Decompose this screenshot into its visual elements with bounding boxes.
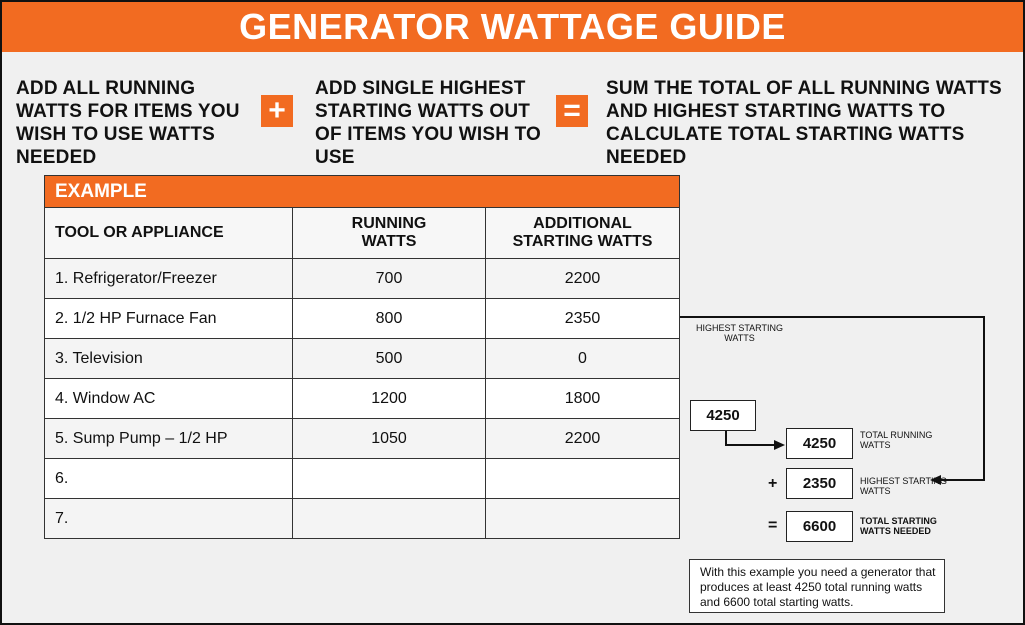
running-watts: 800: [293, 299, 486, 339]
total-running-box: 4250: [786, 428, 853, 459]
appliance-name: 2. 1/2 HP Furnace Fan: [45, 299, 293, 339]
highest-starting-label: HIGHEST STARTING WATTS: [860, 476, 948, 496]
total-starting-label: TOTAL STARTING WATTS NEEDED: [860, 516, 937, 536]
running-watts: 1050: [293, 419, 486, 459]
starting-watts: 2200: [486, 419, 680, 459]
appliance-name: 4. Window AC: [45, 379, 293, 419]
column-header: ADDITIONAL STARTING WATTS: [486, 208, 680, 259]
equals-sign: =: [768, 517, 778, 534]
starting-watts: 1800: [486, 379, 680, 419]
starting-watts: 0: [486, 339, 680, 379]
appliance-name: 1. Refrigerator/Freezer: [45, 259, 293, 299]
step-sum-total: SUM THE TOTAL OF ALL RUNNING WATTS AND HIGHEST STARTING WATTS TO CALCULATE TOTAL STARTING WATTS NEEDED: [606, 78, 1002, 168]
total-running-label: TOTAL RUNNING WATTS: [860, 430, 933, 450]
highest-starting-caption: HIGHEST STARTING WATTS: [695, 323, 783, 343]
running-watts: 500: [293, 339, 486, 379]
running-sum-box: 4250: [690, 400, 756, 431]
step-highest-starting: ADD SINGLE HIGHEST STARTING WATTS OUT OF ITEMS YOU WISH TO USE: [315, 78, 542, 168]
appliance-name: 5. Sump Pump – 1/2 HP: [45, 419, 293, 459]
column-header: RUNNING WATTS: [293, 208, 486, 259]
plus-sign: +: [768, 475, 778, 492]
starting-watts: 2200: [486, 259, 680, 299]
example-note: With this example you need a generator that produces at least 4250 total running watts and 6600 total starting watts.: [689, 559, 945, 613]
example-heading: EXAMPLE: [45, 176, 680, 208]
running-watts: 700: [293, 259, 486, 299]
plus-icon: +: [261, 95, 293, 127]
page-title: GENERATOR WATTAGE GUIDE: [239, 6, 786, 47]
equals-icon: =: [556, 95, 588, 127]
starting-watts: 2350: [486, 299, 680, 339]
total-starting-box: 6600: [786, 511, 853, 542]
running-connector-line: [726, 430, 778, 445]
appliance-name: 7.: [45, 499, 293, 539]
highest-starting-box: 2350: [786, 468, 853, 499]
arrow-head-icon: [774, 440, 785, 450]
appliance-name: 6.: [45, 459, 293, 499]
running-watts: 1200: [293, 379, 486, 419]
appliance-name: 3. Television: [45, 339, 293, 379]
step-running-watts: ADD ALL RUNNING WATTS FOR ITEMS YOU WISH TO USE WATTS NEEDED: [16, 78, 240, 168]
column-header: TOOL OR APPLIANCE: [45, 208, 293, 259]
